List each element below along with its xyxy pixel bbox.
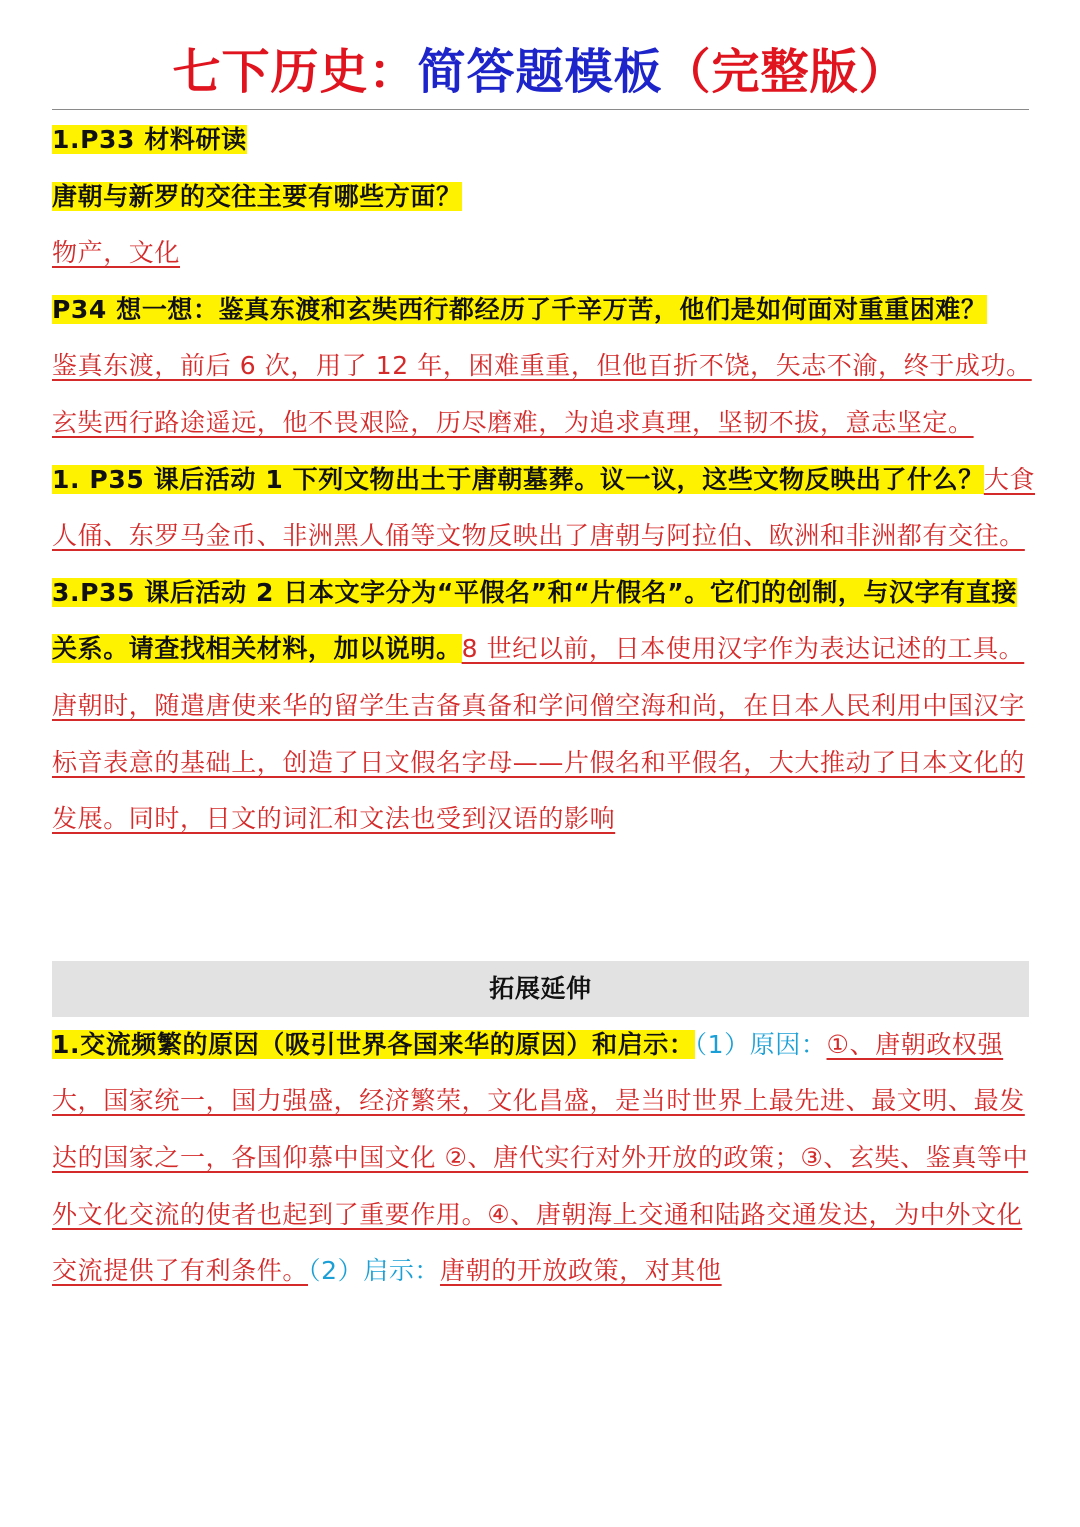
page-title <box>0 34 1080 110</box>
answer-1: 物产，文化 <box>52 238 181 268</box>
question-4-block <box>52 565 1042 848</box>
section-spacer <box>52 848 1042 961</box>
extension-question-block <box>52 1017 1042 1300</box>
answer-2: 鉴真东渡，前后 6 次，用了 12 年，困难重重，但他百折不饶，矢志不渝，终于成功。玄奘西行路途遥远，他不畏艰险，历尽磨难，为追求真理，坚韧不拔，意志坚定。 <box>52 351 1032 437</box>
title-part3: （完整版） <box>662 44 908 100</box>
extension-question: 1.交流频繁的原因（吸引世界各国来华的原因）和启示： <box>52 1029 695 1059</box>
reason-label: （1）原因： <box>694 1029 827 1059</box>
question-1-label: 1.P33 材料研读 <box>52 125 247 154</box>
question-3-block <box>52 452 1042 565</box>
question-1-line <box>52 169 1042 226</box>
answer-3: 大食人俑、东罗马金币、非洲黑人俑等文物反映出了唐朝与阿拉伯、欧洲和非洲都有交往。 <box>52 464 1036 551</box>
question-2: P34 想一想：鉴真东渡和玄奘西行都经历了千辛万苦，他们是如何面对重重困难？ <box>52 294 987 324</box>
answer-1-line <box>52 225 1042 282</box>
extension-banner: 拓展延伸 <box>52 961 1029 1017</box>
question-1-label-line <box>52 112 1042 169</box>
title-part2: 简答题模板 <box>417 44 663 100</box>
answer-2-block <box>52 338 1042 451</box>
document-body <box>52 112 1042 1300</box>
reason-text: ①、唐朝政权强大，国家统一，国力强盛，经济繁荣，文化昌盛，是当时世界上最先进、最文明、最发达的国家之一，各国仰慕中国文化 ②、唐代实行对外开放的政策；③、玄奘、鉴真等中外文化交流的使者也起到了重要作用。④、唐朝海上交通和陆路交通发达，为中外文化交流提供了有利条件。 <box>52 1029 1029 1286</box>
question-2-block <box>52 282 1042 339</box>
question-4: 3.P35 课后活动 2 日本文字分为“平假名”和“片假名”。它们的创制，与汉字有直接关系。请查找相关材料，加以说明。 <box>52 577 1018 664</box>
insight-text: 唐朝的开放政策，对其他 <box>440 1256 722 1286</box>
insight-label: （2）启示： <box>308 1256 441 1286</box>
answer-4: 8 世纪以前，日本使用汉字作为表达记述的工具。唐朝时，随遣唐使来华的留学生吉备真备和学问僧空海和尚，在日本人民利用中国汉字标音表意的基础上，创造了日文假名字母——片假名和平假名，大大推动了日本文化的发展。同时，日文的词汇和文法也受到汉语的影响 <box>52 634 1025 834</box>
title-divider <box>52 109 1029 110</box>
question-3: 1. P35 课后活动 1 下列文物出土于唐朝墓葬。议一议，这些文物反映出了什么？ <box>52 464 984 494</box>
question-1: 唐朝与新罗的交往主要有哪些方面？ <box>52 181 462 211</box>
title-part1: 七下历史： <box>172 44 418 100</box>
